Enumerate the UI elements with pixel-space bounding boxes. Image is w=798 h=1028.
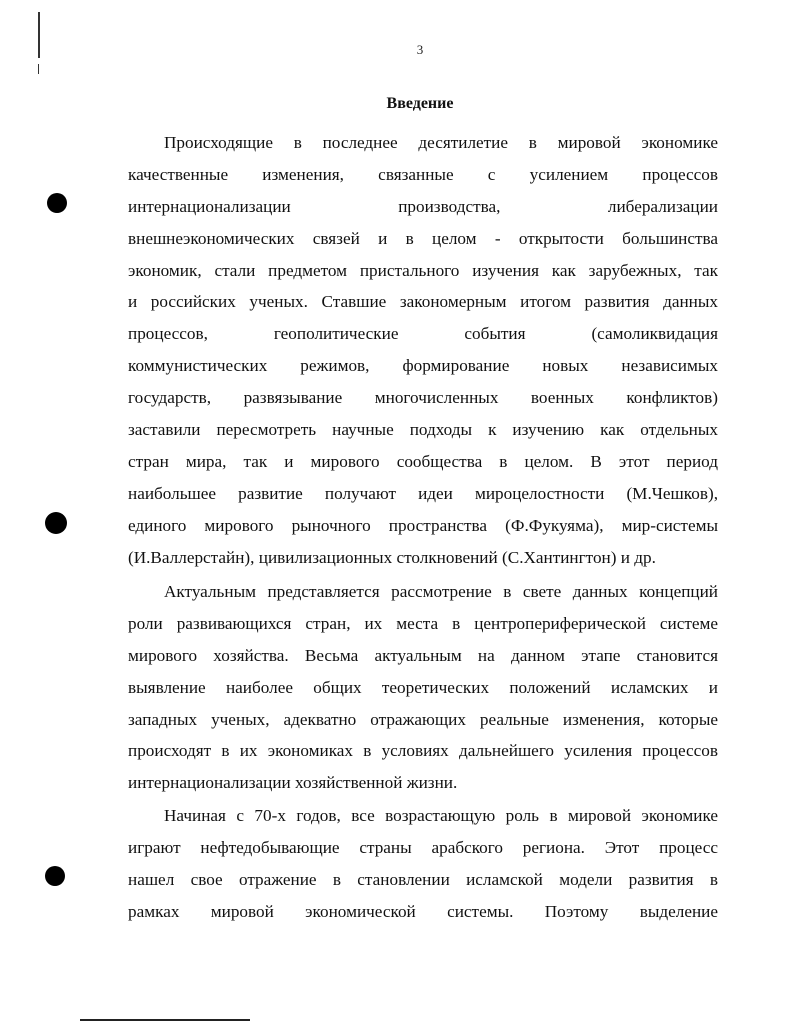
section-heading: Введение xyxy=(386,95,454,112)
punch-hole-mark xyxy=(45,512,67,534)
text-line: мирового хозяйства. Весьма актуальным на данном этапе становится xyxy=(128,645,718,665)
text-line: и российских ученых. Ставшие закономерным итогом развития данных xyxy=(128,292,718,312)
footer-rule xyxy=(80,1019,250,1021)
text-line: интернационализации хозяйственной жизни. xyxy=(128,773,458,793)
text-line: происходят в их экономиках в условиях дальнейшего усиления процессов xyxy=(128,741,718,761)
text-line: Актуальным представляется рассмотрение в свете данных концепций xyxy=(164,582,718,601)
text-line: качественные изменения, связанные с усилением процессов xyxy=(128,164,718,184)
punch-hole-mark xyxy=(45,866,65,886)
text-line: наибольшее развитие получают идеи мироцелостности (М.Чешков), xyxy=(128,483,718,503)
text-line: Происходящие в последнее десятилетие в мировой экономике xyxy=(164,133,718,152)
text-line: рамках мировой экономической системы. Поэтому выделение xyxy=(128,901,718,921)
text-line: стран мира, так и мирового сообщества в целом. В этот период xyxy=(128,451,718,471)
text-line: играют нефтедобывающие страны арабского региона. Этот процесс xyxy=(128,837,718,857)
punch-hole-mark xyxy=(47,193,67,213)
scan-edge-mark xyxy=(38,64,39,74)
paragraph-2 xyxy=(128,576,718,799)
text-line: выявление наиболее общих теоретических положений исламских и xyxy=(128,677,718,697)
text-line: экономик, стали предметом пристального изучения как зарубежных, так xyxy=(128,260,718,280)
text-line: (И.Валлерстайн), цивилизационных столкновений (С.Хантингтон) и др. xyxy=(128,547,656,567)
text-line: роли развивающихся стран, их места в центропериферической системе xyxy=(128,613,718,633)
text-line: западных ученых, адекватно отражающих реальные изменения, которые xyxy=(128,709,718,729)
text-line: интернационализации производства, либерализации xyxy=(128,196,718,216)
text-line: процессов, геополитические события (самоликвидация xyxy=(128,324,718,344)
text-line: коммунистических режимов, формирование новых независимых xyxy=(128,356,718,376)
text-line: Начиная с 70-х годов, все возрастающую роль в мировой экономике xyxy=(164,806,718,825)
text-line: заставили пересмотреть научные подходы к изучению как отдельных xyxy=(128,420,718,440)
text-line: внешнеэкономических связей и в целом - открытости большинства xyxy=(128,228,718,248)
text-line: государств, развязывание многочисленных военных конфликтов) xyxy=(128,388,718,408)
paragraph-3 xyxy=(128,800,718,928)
page-number: 3 xyxy=(416,42,424,57)
text-line: единого мирового рыночного пространства (Ф.Фукуяма), мир-системы xyxy=(128,515,718,535)
paragraph-1 xyxy=(128,127,718,573)
text-line: нашел свое отражение в становлении исламской модели развития в xyxy=(128,869,718,889)
